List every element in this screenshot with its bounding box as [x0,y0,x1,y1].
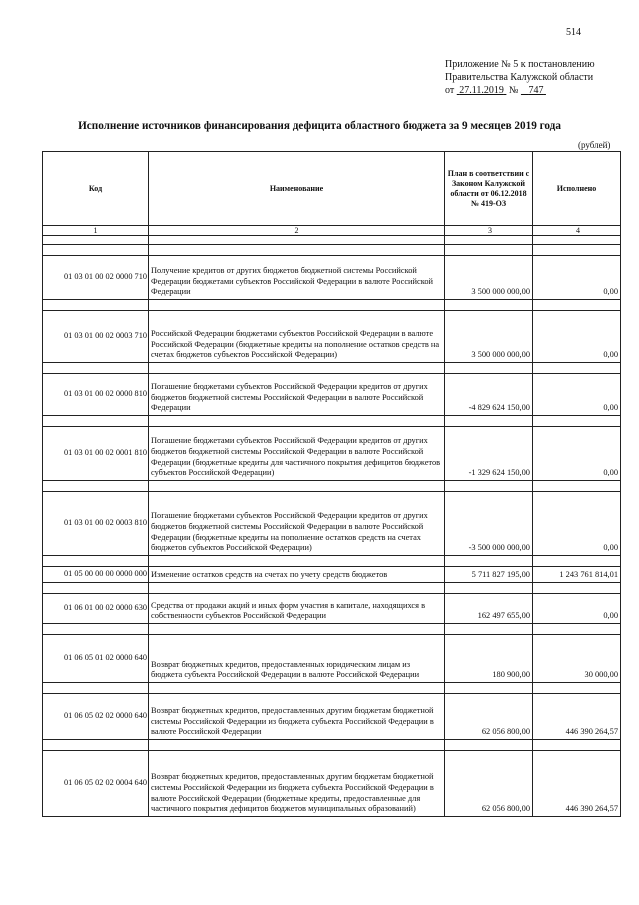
table-row [43,567,621,583]
col-num-3: 3 [445,226,533,236]
row-plan: 5 711 827 195,00 [445,567,533,583]
appendix-block [445,58,630,97]
document-title: Исполнение источников финансирования дефицита областного бюджета за 9 месяцев 2019 года [78,120,561,132]
row-executed: 0,00 [533,427,621,481]
col-num-1: 1 [43,226,149,236]
appendix-number-value: 747 [528,85,544,96]
table-header-row [43,152,621,226]
row-plan: 62 056 800,00 [445,694,533,740]
row-plan: -3 500 000 000,00 [445,492,533,556]
row-name: Российской Федерации бюджетами субъектов Российской Федерации в валюте Российской Федерации (бюджетные кредиты на пополнение остатков средств на счетах бюджетов субъектов Российской Федерации) [149,311,445,363]
header-executed: Исполнено [533,152,621,226]
row-code: 01 06 05 01 02 0000 640 [43,635,149,683]
table-row [43,694,621,740]
row-plan: 3 500 000 000,00 [445,256,533,300]
row-executed: 446 390 264,57 [533,751,621,817]
row-plan: 162 497 655,00 [445,594,533,624]
row-code: 01 03 01 00 02 0000 710 [43,256,149,300]
row-executed: 0,00 [533,311,621,363]
table-row [43,311,621,363]
row-code: 01 03 01 00 02 0000 810 [43,374,149,416]
row-executed: 0,00 [533,374,621,416]
table-row [43,635,621,683]
header-plan: План в соответствии с Законом Калужской области от 06.12.2018 № 419-ОЗ [445,152,533,226]
appendix-line-2: Правительства Калужской области [445,72,594,83]
row-name: Возврат бюджетных кредитов, предоставленных другим бюджетам бюджетной системы Российской Федерации из бюджета субъекта Российской Федерации в валюте Российской Федерации [149,694,445,740]
row-name: Возврат бюджетных кредитов, предоставленных юридическим лицам из бюджета субъекта Российской Федерации в валюте Российской Федерации [149,635,445,683]
financing-sources-table [42,151,621,817]
row-executed: 30 000,00 [533,635,621,683]
table-row [43,427,621,481]
row-plan: 62 056 800,00 [445,751,533,817]
col-num-2: 2 [149,226,445,236]
appendix-from-label: от [445,85,455,96]
appendix-num-label: № [508,85,519,96]
row-name: Возврат бюджетных кредитов, предоставленных другим бюджетам бюджетной системы Российской Федерации из бюджета субъекта Российской Федерации в валюте Российской Федерации (бюджетные кредиты, предоставленные для частичного покрытия дефицитов бюджетов муниципальных образований) [149,751,445,817]
row-plan: 180 900,00 [445,635,533,683]
page-number: 514 [566,27,581,38]
row-code: 01 06 01 00 02 0000 630 [43,594,149,624]
row-name: Получение кредитов от других бюджетов бюджетной системы Российской Федерации бюджетами субъектов Российской Федерации в валюте Российской Федерации [149,256,445,300]
row-code: 01 06 05 02 02 0000 640 [43,694,149,740]
col-num-4: 4 [533,226,621,236]
table-row [43,492,621,556]
row-name: Погашение бюджетами субъектов Российской Федерации кредитов от других бюджетов бюджетной системы Российской Федерации в валюте Российской Федерации [149,374,445,416]
row-name: Изменение остатков средств на счетах по учету средств бюджетов [149,567,445,583]
appendix-line-1: Приложение № 5 к постановлению [445,59,595,70]
row-code: 01 06 05 02 02 0004 640 [43,751,149,817]
table-row [43,374,621,416]
row-code: 01 03 01 00 02 0003 710 [43,311,149,363]
row-code: 01 03 01 00 02 0001 810 [43,427,149,481]
column-numbers-row [43,226,621,236]
row-plan: 3 500 000 000,00 [445,311,533,363]
row-executed: 446 390 264,57 [533,694,621,740]
row-plan: -4 829 624 150,00 [445,374,533,416]
row-executed: 1 243 761 814,01 [533,567,621,583]
header-code: Код [43,152,149,226]
row-name: Погашение бюджетами субъектов Российской Федерации кредитов от других бюджетов бюджетной системы Российской Федерации в валюте Российской Федерации (бюджетные кредиты для частичного покрытия дефицитов бюджетов субъектов Российской Федерации) [149,427,445,481]
table-row [43,594,621,624]
row-name: Средства от продажи акций и иных форм участия в капитале, находящихся в собственности субъектов Российской Федерации [149,594,445,624]
appendix-date-line [445,84,630,97]
row-executed: 0,00 [533,594,621,624]
row-code: 01 05 00 00 00 0000 000 [43,567,149,583]
appendix-number [521,85,546,96]
row-code: 01 03 01 00 02 0003 810 [43,492,149,556]
row-name: Погашение бюджетами субъектов Российской Федерации кредитов от других бюджетов бюджетной системы Российской Федерации в валюте Российской Федерации (бюджетные кредиты на пополнение остатков средств на счетах бюджетов субъектов Российской Федерации) [149,492,445,556]
header-name: Наименование [149,152,445,226]
row-plan: -1 329 624 150,00 [445,427,533,481]
units-label: (рублей) [578,140,611,150]
appendix-date [457,85,507,96]
appendix-date-value: 27.11.2019 [459,85,504,96]
row-executed: 0,00 [533,492,621,556]
table-row [43,256,621,300]
row-executed: 0,00 [533,256,621,300]
table-row [43,751,621,817]
